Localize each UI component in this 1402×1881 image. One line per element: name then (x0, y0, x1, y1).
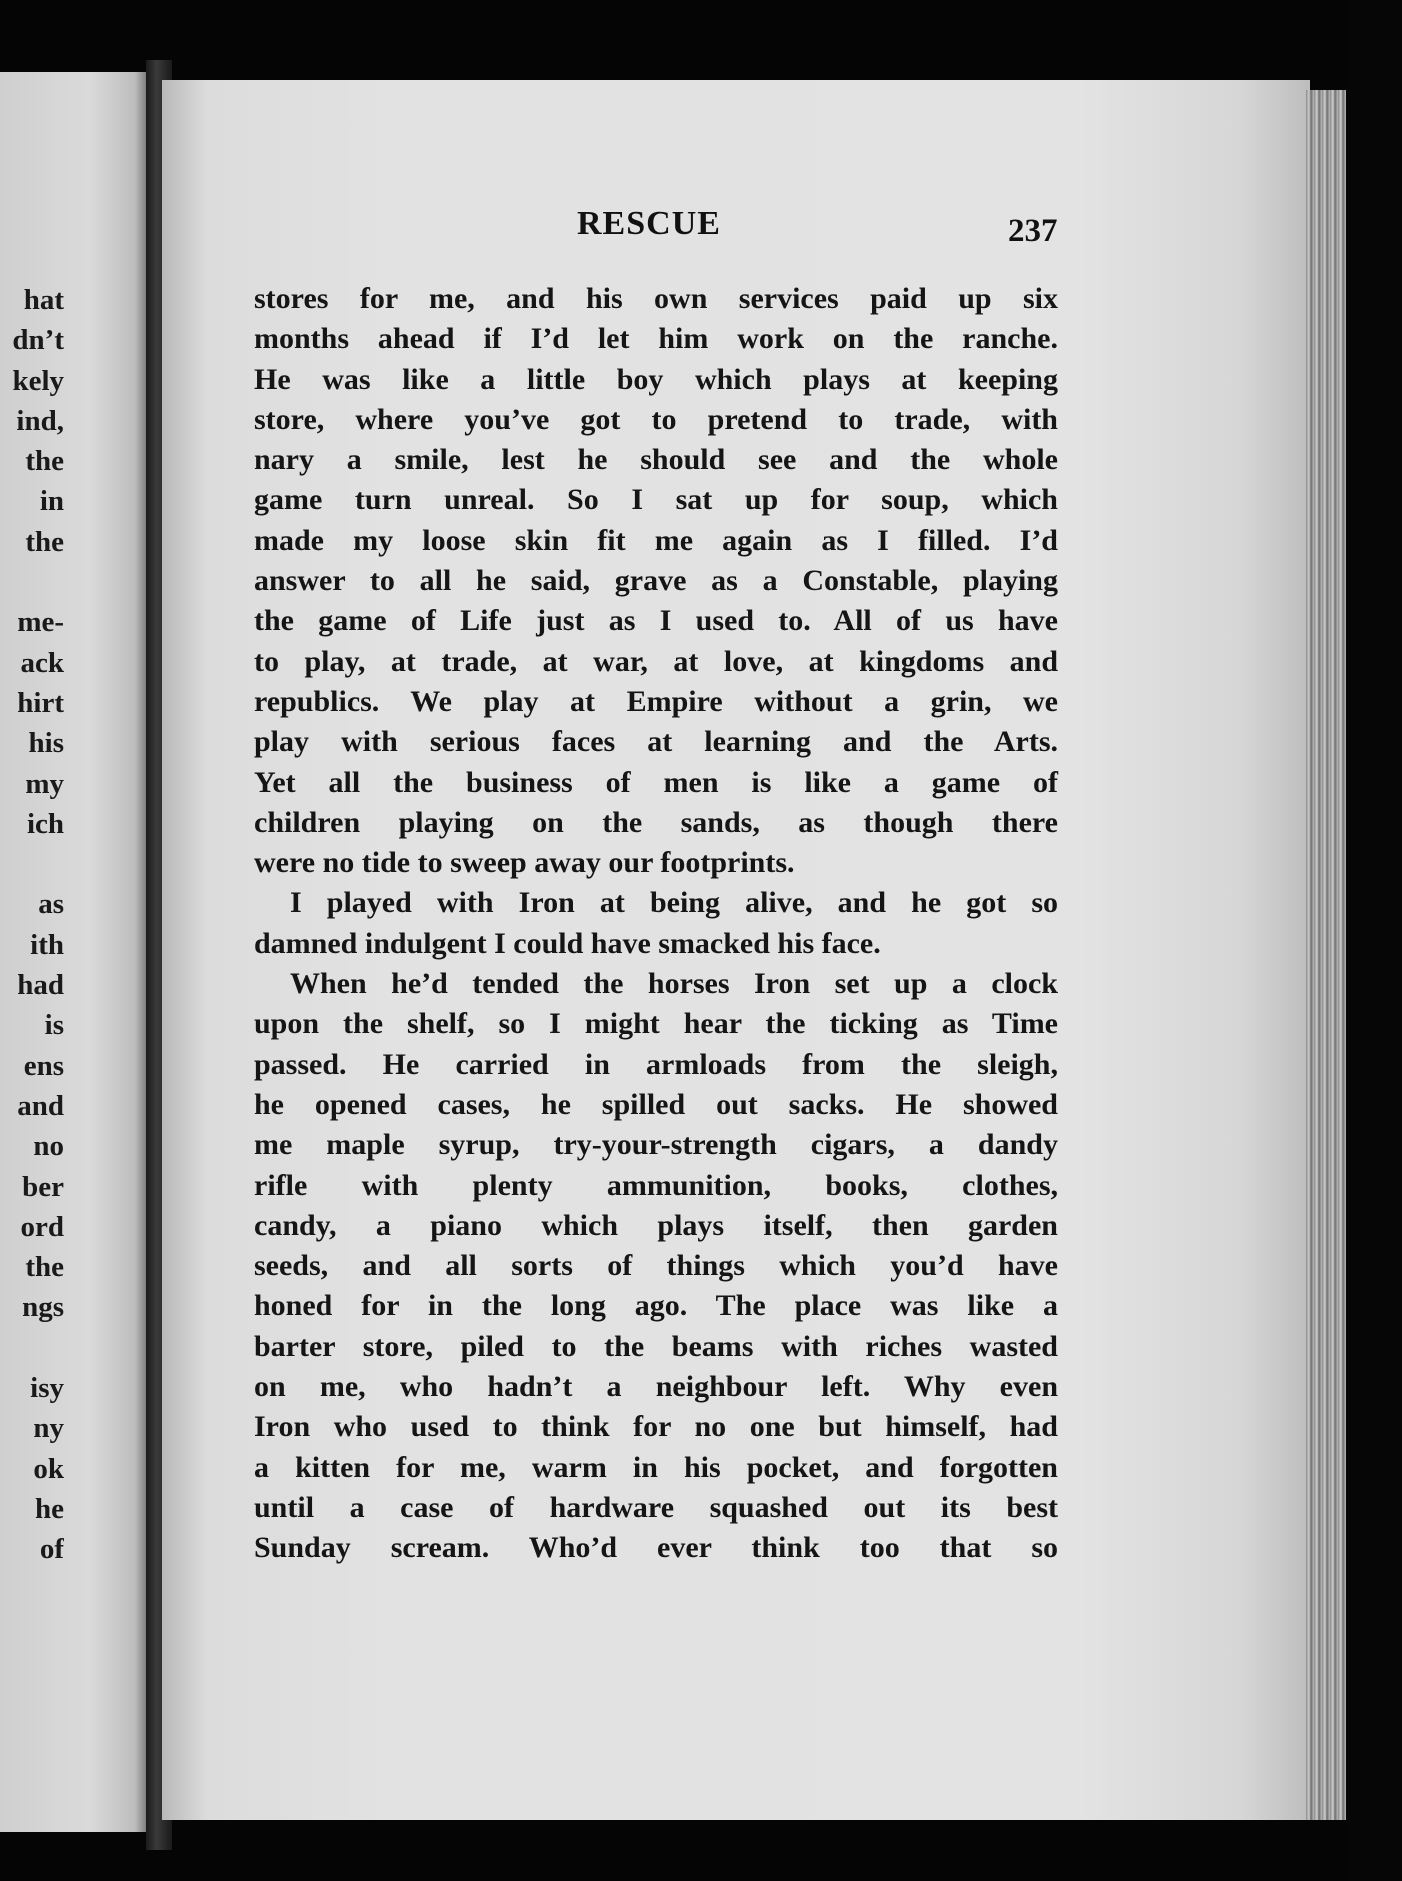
facing-page-fragment: ngs (22, 1291, 64, 1324)
text-line: to play, at trade, at war, at love, at kingdoms and (254, 644, 1058, 678)
facing-page-fragment: ny (33, 1412, 64, 1445)
text-line: Sunday scream. Who’d ever think too that so (254, 1531, 1058, 1565)
facing-page-fragment (0, 1328, 64, 1368)
text-line: answer to all he said, grave as a Constable, playing (254, 564, 1058, 598)
facing-page-fragment: and (17, 1089, 64, 1122)
text-line: stores for me, and his own services paid up six (254, 282, 1058, 315)
text-line: barter store, piled to the beams with riches wasted (254, 1329, 1058, 1363)
page-number: 237 (1008, 213, 1058, 249)
facing-page-fragment: is (44, 1009, 64, 1042)
text-line: He was like a little boy which plays at keeping (254, 362, 1058, 396)
text-line: passed. He carried in armloads from the sleigh, (254, 1047, 1058, 1081)
facing-page-fragment: as (38, 888, 64, 921)
facing-page-fragment: the (25, 445, 64, 478)
running-head: RESCUE (577, 205, 721, 242)
text-line: game turn unreal. So I sat up for soup, which (254, 483, 1058, 517)
facing-page-fragment: me- (17, 606, 64, 639)
text-line: I played with Iron at being alive, and he got so (290, 886, 1058, 920)
text-line: candy, a piano which plays itself, then garden (254, 1208, 1058, 1242)
facing-page-fragment: the (25, 525, 64, 558)
facing-page-fragment: ack (20, 646, 64, 679)
facing-page-fragment: my (25, 767, 64, 800)
text-line: seeds, and all sorts of things which you’d have (254, 1249, 1058, 1283)
text-line: children playing on the sands, as though there (254, 805, 1058, 839)
text-line: were no tide to sweep away our footprints. (254, 846, 795, 880)
text-line: made my loose skin fit me again as I filled. I’d (254, 523, 1058, 557)
text-line: he opened cases, he spilled out sacks. He showed (254, 1087, 1058, 1121)
facing-page-fragment: ens (23, 1049, 64, 1082)
text-line: honed for in the long ago. The place was like a (254, 1289, 1058, 1323)
facing-page-fragment: hirt (17, 686, 64, 719)
facing-page-fragment: ind, (16, 404, 64, 437)
text-line: store, where you’ve got to pretend to trade, with (254, 402, 1058, 436)
facing-page-fragment: of (39, 1533, 64, 1566)
facing-page-fragment: ich (26, 807, 64, 840)
body-text (254, 279, 1058, 1569)
facing-page-fragment: ith (30, 928, 64, 961)
text-line: on me, who hadn’t a neighbour left. Why even (254, 1370, 1058, 1404)
facing-page-fragment: ok (33, 1452, 64, 1485)
text-line: Iron who used to think for no one but himself, had (254, 1410, 1058, 1444)
text-line: damned indulgent I could have smacked his face. (254, 926, 881, 960)
facing-page-fragment: the (25, 1251, 64, 1284)
text-line: rifle with plenty ammunition, books, clothes, (254, 1168, 1058, 1202)
facing-page-fragment (0, 562, 64, 602)
text-line: the game of Life just as I used to. All of us have (254, 604, 1058, 638)
text-line: When he’d tended the horses Iron set up a clock (290, 967, 1058, 1001)
facing-page-fragment: hat (23, 284, 64, 316)
text-line: me maple syrup, try-your-strength cigars, a dandy (254, 1128, 1058, 1162)
text-line: until a case of hardware squashed out its best (254, 1490, 1058, 1524)
text-line: nary a smile, lest he should see and the whole (254, 443, 1058, 477)
text-line: republics. We play at Empire without a grin, we (254, 684, 1058, 718)
facing-page-fragment (0, 844, 64, 884)
text-line: play with serious faces at learning and the Arts. (254, 725, 1058, 759)
text-line: upon the shelf, so I might hear the ticking as Time (254, 1007, 1058, 1041)
text-line: months ahead if I’d let him work on the ranche. (254, 322, 1058, 356)
facing-page-fragment: in (39, 485, 64, 518)
page-edges (1306, 90, 1346, 1820)
facing-page-fragment: ord (20, 1210, 64, 1243)
facing-page-fragment: he (35, 1492, 64, 1525)
scan-background-right (1346, 0, 1402, 1881)
facing-page-text-fragments (0, 280, 64, 1570)
facing-page-fragment: ber (22, 1170, 64, 1203)
facing-page-fragment: dn’t (12, 324, 64, 357)
text-line: a kitten for me, warm in his pocket, and forgotten (254, 1450, 1058, 1484)
facing-page-fragment: his (28, 727, 64, 760)
facing-page-fragment: isy (30, 1372, 64, 1405)
facing-page-fragment: no (33, 1130, 64, 1163)
facing-page-fragment: kely (12, 364, 64, 397)
text-line: Yet all the business of men is like a game of (254, 765, 1058, 799)
facing-page-fragment: had (17, 969, 64, 1002)
